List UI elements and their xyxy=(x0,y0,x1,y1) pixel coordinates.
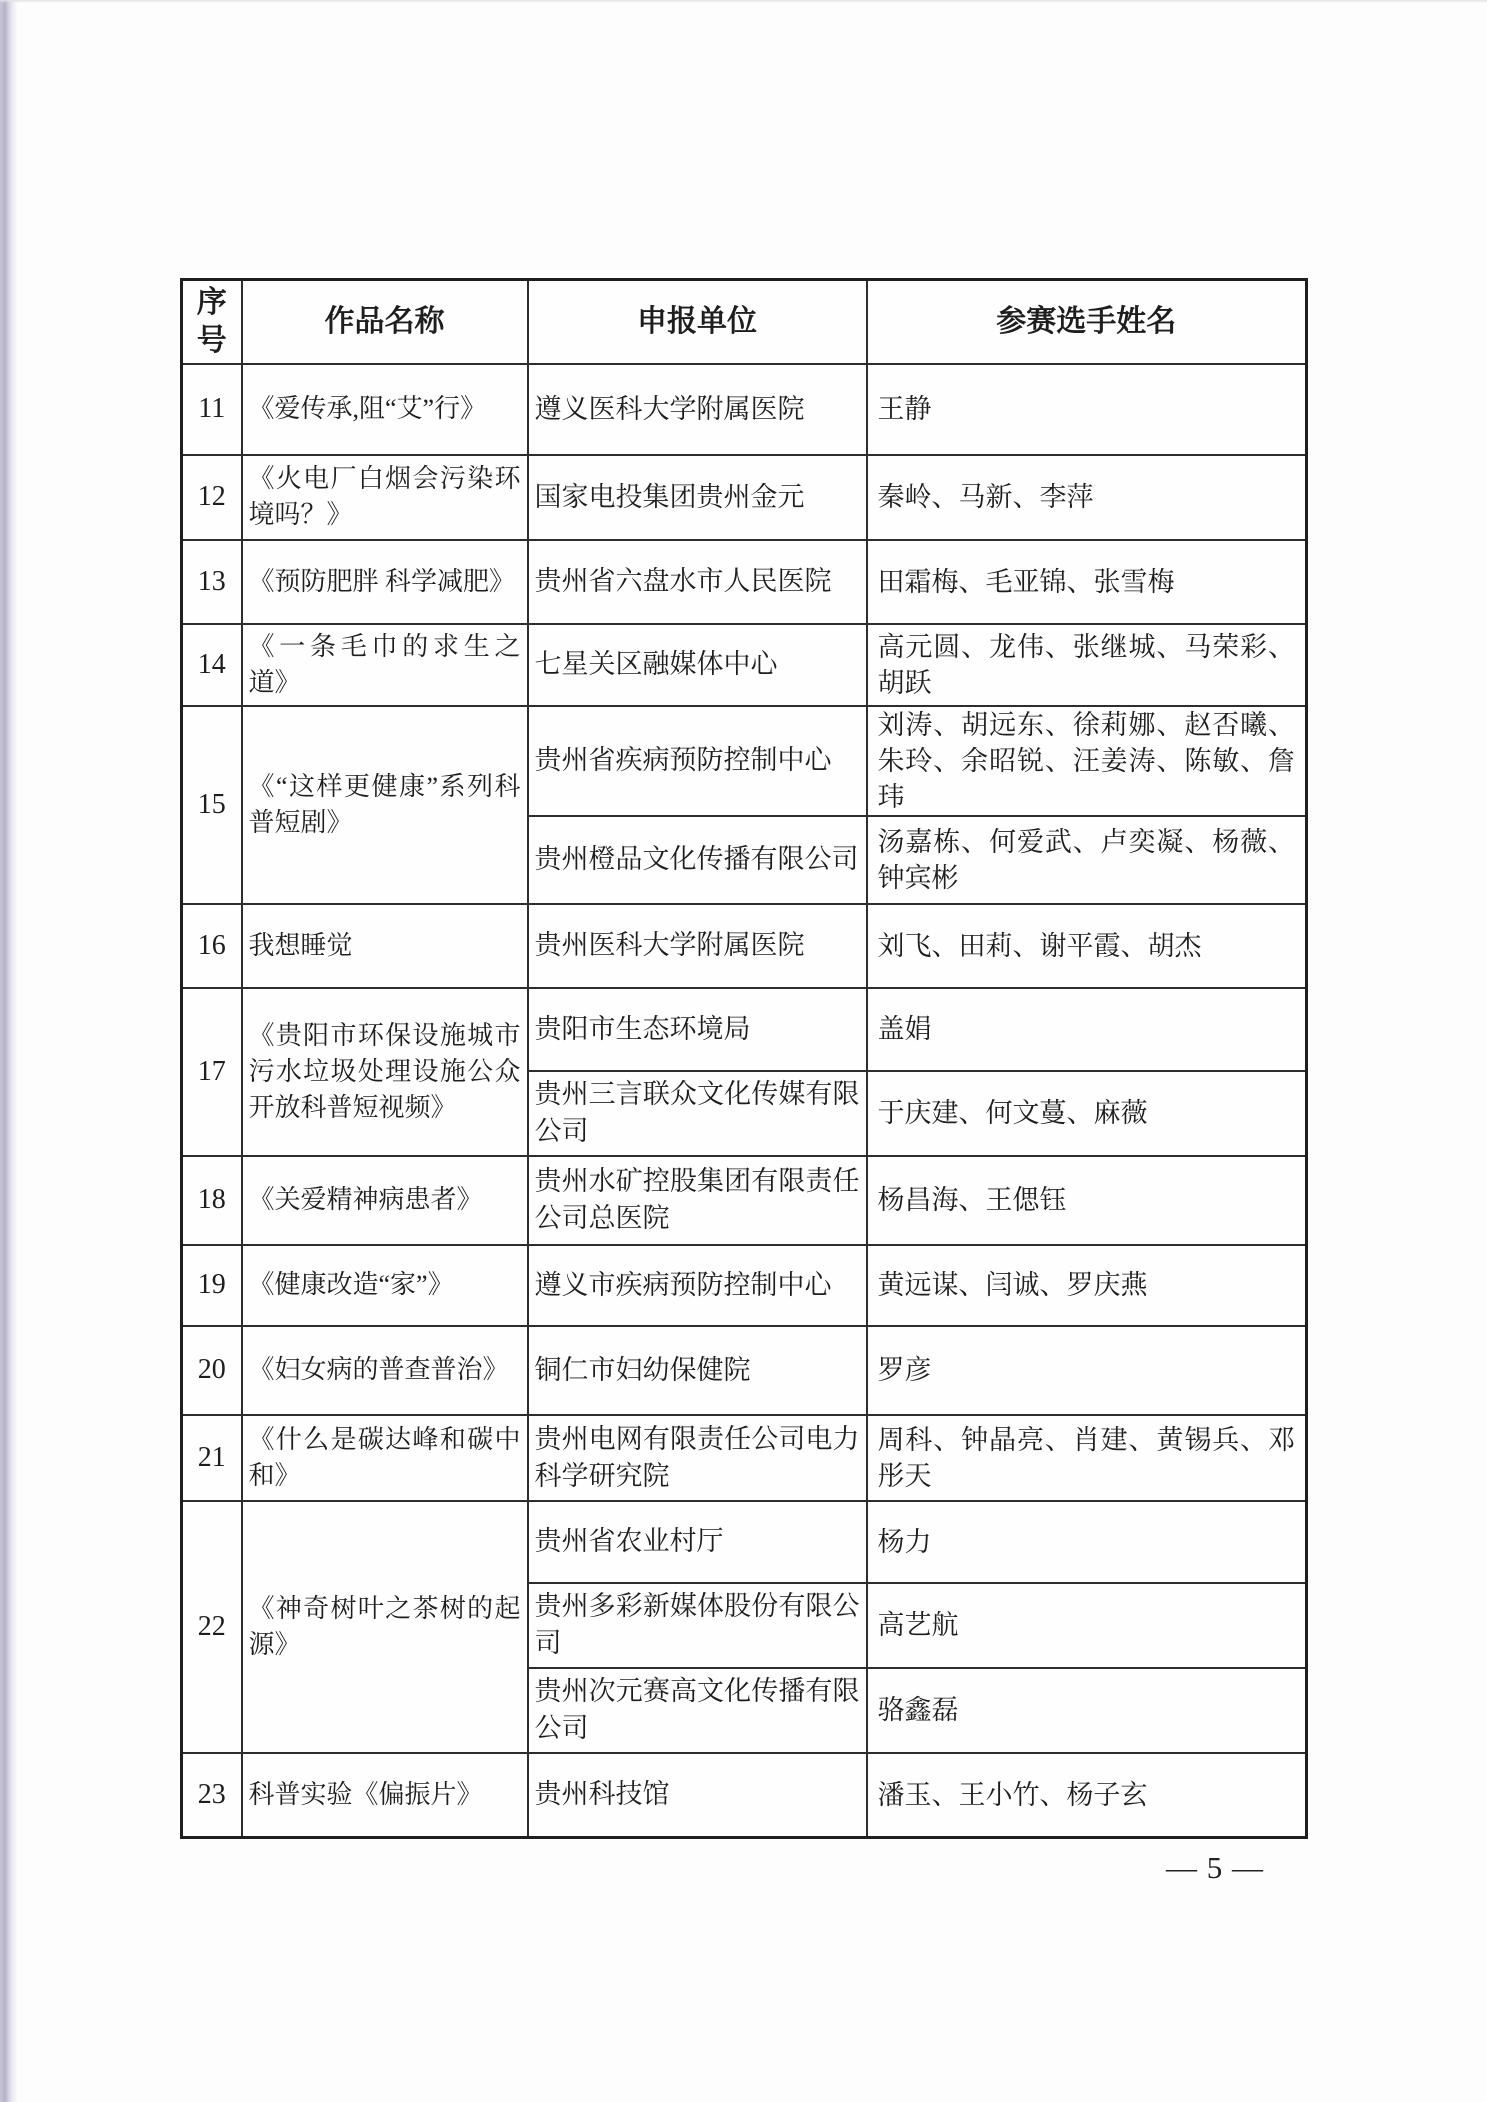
seq-cell: 20 xyxy=(182,1326,242,1415)
works-table xyxy=(180,278,1308,1839)
seq-cell: 13 xyxy=(182,540,242,624)
names-cell: 高艺航 xyxy=(867,1583,1307,1668)
table-row xyxy=(182,1501,1307,1583)
col-header-names-label: 参赛选手姓名 xyxy=(996,304,1177,338)
title-cell: 《火电厂白烟会污染环境吗？》 xyxy=(242,455,528,540)
seq-cell: 21 xyxy=(182,1415,242,1501)
names-cell: 罗彦 xyxy=(867,1326,1307,1415)
title-cell: 《“这样更健康”系列科普短剧》 xyxy=(242,706,528,904)
title-cell: 《神奇树叶之茶树的起源》 xyxy=(242,1501,528,1753)
works-table-header xyxy=(182,280,1307,364)
seq-cell: 23 xyxy=(182,1753,242,1838)
col-header-seq xyxy=(182,280,242,364)
names-cell: 潘玉、王小竹、杨子玄 xyxy=(867,1753,1307,1838)
unit-cell: 贵州次元赛高文化传播有限公司 xyxy=(528,1668,867,1753)
seq-cell: 22 xyxy=(182,1501,242,1753)
title-cell: 《健康改造“家”》 xyxy=(242,1245,528,1326)
names-cell: 刘涛、胡远东、徐莉娜、赵否曦、朱玲、余昭锐、汪姜涛、陈敏、詹玮 xyxy=(867,706,1307,816)
title-cell: 《贵阳市环保设施城市污水垃圾处理设施公众开放科普短视频》 xyxy=(242,988,528,1156)
unit-cell: 贵州科技馆 xyxy=(528,1753,867,1838)
unit-cell: 贵州电网有限责任公司电力科学研究院 xyxy=(528,1415,867,1501)
table-row xyxy=(182,1156,1307,1245)
seq-cell: 11 xyxy=(182,364,242,455)
table-row xyxy=(182,1753,1307,1838)
scanner-edge-artifact xyxy=(0,0,18,2102)
works-table-body xyxy=(182,364,1307,1838)
names-cell: 高元圆、龙伟、张继城、马荣彩、胡跃 xyxy=(867,624,1307,706)
title-cell: 《爱传承,阻“艾”行》 xyxy=(242,364,528,455)
seq-cell: 16 xyxy=(182,904,242,988)
names-cell: 刘飞、田莉、谢平霞、胡杰 xyxy=(867,904,1307,988)
unit-cell: 贵州橙品文化传播有限公司 xyxy=(528,816,867,904)
unit-cell: 遵义医科大学附属医院 xyxy=(528,364,867,455)
col-header-unit-label: 申报单位 xyxy=(637,304,757,338)
seq-cell: 14 xyxy=(182,624,242,706)
names-cell: 周科、钟晶亮、肖建、黄锡兵、邓彤天 xyxy=(867,1415,1307,1501)
names-cell: 于庆建、何文蔓、麻薇 xyxy=(867,1071,1307,1156)
unit-cell: 遵义市疾病预防控制中心 xyxy=(528,1245,867,1326)
unit-cell: 贵阳市生态环境局 xyxy=(528,988,867,1071)
names-cell: 秦岭、马新、李萍 xyxy=(867,455,1307,540)
unit-cell: 铜仁市妇幼保健院 xyxy=(528,1326,867,1415)
names-cell: 杨力 xyxy=(867,1501,1307,1583)
names-cell: 杨昌海、王偲钰 xyxy=(867,1156,1307,1245)
names-cell: 骆鑫磊 xyxy=(867,1668,1307,1753)
unit-cell: 贵州省六盘水市人民医院 xyxy=(528,540,867,624)
col-header-title-label: 作品名称 xyxy=(324,304,445,338)
scanner-top-artifact xyxy=(0,0,1487,3)
col-header-names xyxy=(867,280,1307,364)
unit-cell: 贵州多彩新媒体股份有限公司 xyxy=(528,1583,867,1668)
title-cell: 《预防肥胖 科学减肥》 xyxy=(242,540,528,624)
col-header-title xyxy=(242,280,528,364)
table-row xyxy=(182,1245,1307,1326)
table-row xyxy=(182,1415,1307,1501)
seq-cell: 18 xyxy=(182,1156,242,1245)
names-cell: 盖娟 xyxy=(867,988,1307,1071)
names-cell: 汤嘉栋、何爱武、卢奕凝、杨薇、钟宾彬 xyxy=(867,816,1307,904)
names-cell: 黄远谋、闫诚、罗庆燕 xyxy=(867,1245,1307,1326)
title-cell: 《关爱精神病患者》 xyxy=(242,1156,528,1245)
names-cell: 王静 xyxy=(867,364,1307,455)
table-row xyxy=(182,540,1307,624)
col-header-seq-label: 序号 xyxy=(196,285,227,357)
unit-cell: 贵州省农业村厅 xyxy=(528,1501,867,1583)
title-cell: 科普实验《偏振片》 xyxy=(242,1753,528,1838)
table-row xyxy=(182,364,1307,455)
title-cell: 《一条毛巾的求生之道》 xyxy=(242,624,528,706)
table-row xyxy=(182,706,1307,816)
page-number: — 5 — xyxy=(1166,1850,1264,1885)
table-row xyxy=(182,455,1307,540)
table-row xyxy=(182,1326,1307,1415)
unit-cell: 贵州水矿控股集团有限责任公司总医院 xyxy=(528,1156,867,1245)
table-row xyxy=(182,904,1307,988)
table-row xyxy=(182,988,1307,1071)
title-cell: 《妇女病的普查普治》 xyxy=(242,1326,528,1415)
table-row xyxy=(182,624,1307,706)
seq-cell: 15 xyxy=(182,706,242,904)
unit-cell: 贵州省疾病预防控制中心 xyxy=(528,706,867,816)
seq-cell: 12 xyxy=(182,455,242,540)
unit-cell: 国家电投集团贵州金元 xyxy=(528,455,867,540)
seq-cell: 17 xyxy=(182,988,242,1156)
title-cell: 《什么是碳达峰和碳中和》 xyxy=(242,1415,528,1501)
unit-cell: 贵州医科大学附属医院 xyxy=(528,904,867,988)
col-header-unit xyxy=(528,280,867,364)
unit-cell: 七星关区融媒体中心 xyxy=(528,624,867,706)
header-row xyxy=(182,280,1307,364)
names-cell: 田霜梅、毛亚锦、张雪梅 xyxy=(867,540,1307,624)
seq-cell: 19 xyxy=(182,1245,242,1326)
title-cell: 我想睡觉 xyxy=(242,904,528,988)
unit-cell: 贵州三言联众文化传媒有限公司 xyxy=(528,1071,867,1156)
